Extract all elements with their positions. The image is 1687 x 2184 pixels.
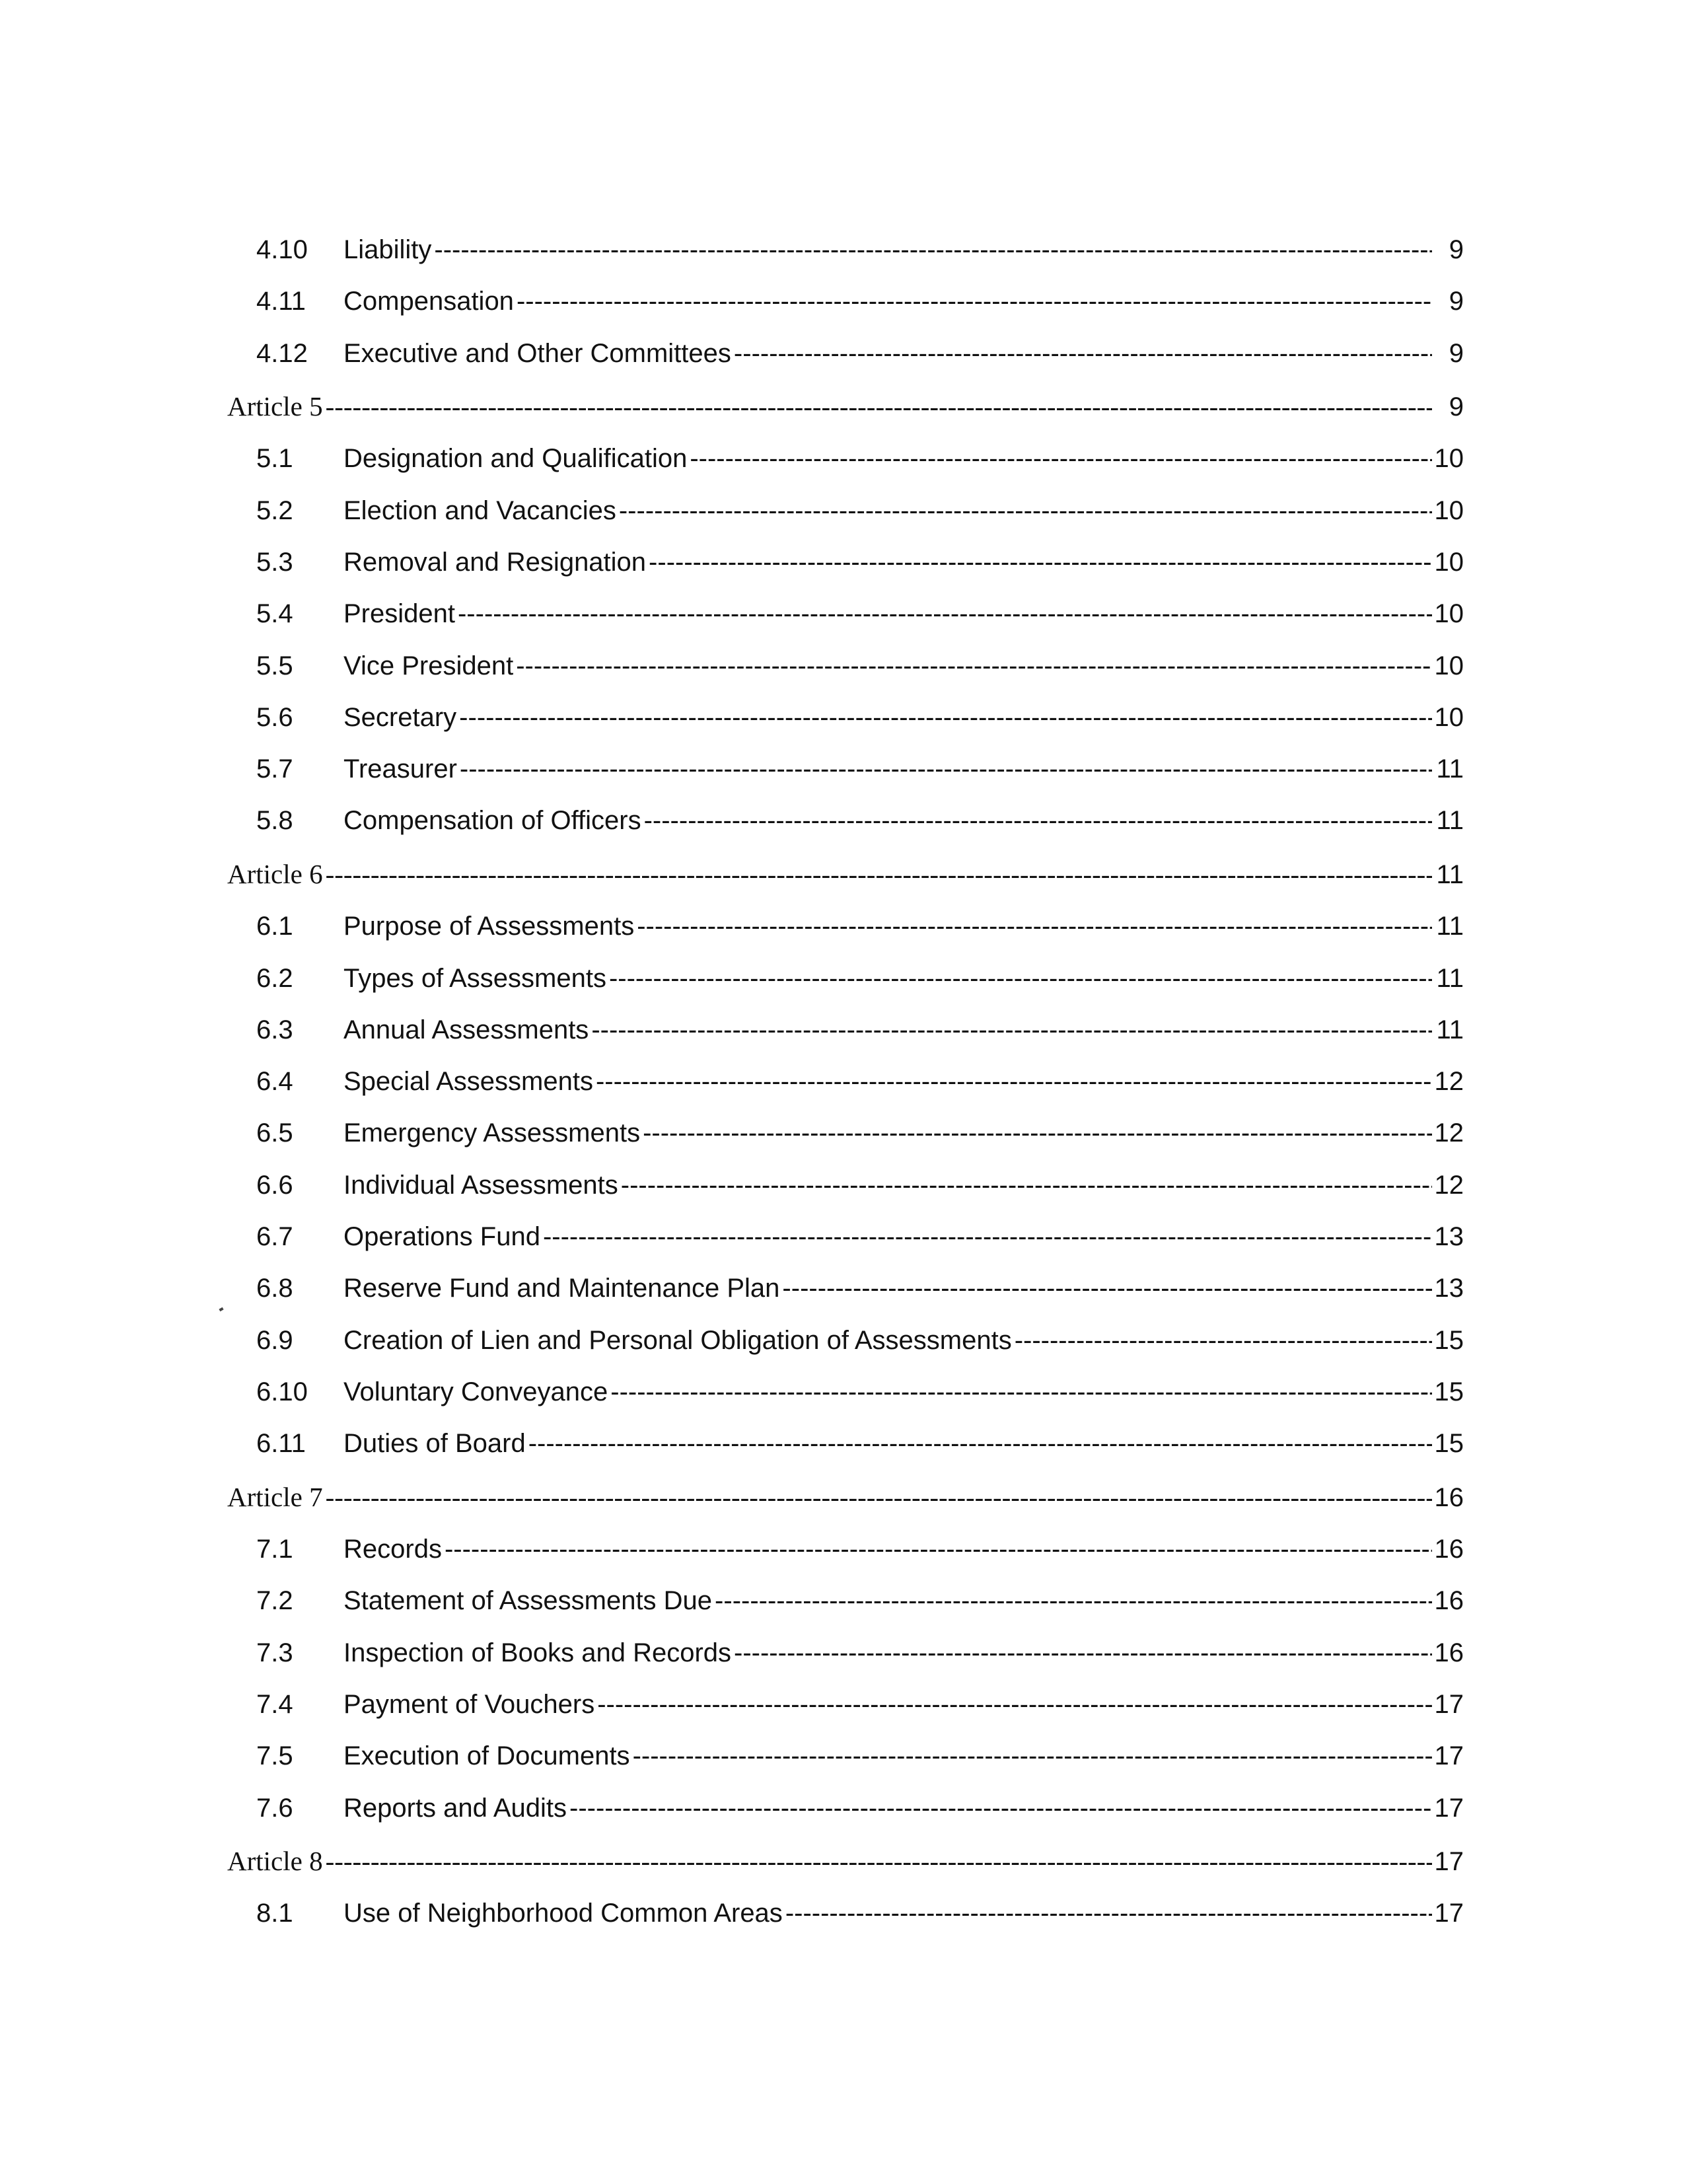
toc-dot-leader <box>734 1638 1431 1668</box>
toc-section-title: Designation and Qualification <box>343 444 688 474</box>
toc-section-title: Types of Assessments <box>343 963 606 993</box>
toc-section-title: Removal and Resignation <box>343 547 647 577</box>
toc-article-title: Article 5 <box>227 390 323 421</box>
toc-page-number: 17 <box>1434 1689 1464 1719</box>
toc-section-row <box>227 1794 1464 1845</box>
toc-section-number: 6.2 <box>256 963 293 993</box>
toc-dot-leader <box>643 1118 1431 1148</box>
toc-section-row <box>227 1690 1464 1741</box>
toc-article-row <box>227 1481 1464 1535</box>
toc-section-title: Individual Assessments <box>343 1170 618 1200</box>
toc-page-number: 10 <box>1434 444 1464 474</box>
toc-section-row <box>227 964 1464 1015</box>
toc-page-number: 11 <box>1436 754 1464 784</box>
toc-section-title: Reports and Audits <box>343 1793 567 1823</box>
toc-section-number: 6.10 <box>256 1377 308 1406</box>
toc-section-title: Payment of Vouchers <box>343 1689 595 1719</box>
toc-page-number: 15 <box>1434 1377 1464 1406</box>
toc-section-number: 6.11 <box>256 1429 306 1459</box>
toc-page-number: 10 <box>1434 702 1464 732</box>
toc-section-number: 5.4 <box>256 599 293 629</box>
toc-section-number: 7.4 <box>256 1689 293 1719</box>
toc-dot-leader <box>633 1741 1432 1771</box>
toc-page-number: 15 <box>1434 1325 1464 1355</box>
toc-section-row <box>227 1741 1464 1793</box>
toc-dot-leader <box>785 1899 1432 1928</box>
toc-section-title: Election and Vacancies <box>343 495 616 525</box>
toc-section-title: Vice President <box>343 651 514 680</box>
toc-article-title: Article 8 <box>227 1845 323 1876</box>
toc-section-row <box>227 651 1464 703</box>
toc-page-number: 9 <box>1449 338 1464 368</box>
toc-page-number: 9 <box>1449 235 1464 264</box>
toc-section-row <box>227 287 1464 338</box>
toc-dot-leader <box>326 1845 1432 1877</box>
toc-section-row <box>227 599 1464 651</box>
toc-section-title: Executive and Other Committees <box>343 338 731 368</box>
toc-page-number: 16 <box>1434 1482 1464 1512</box>
toc-dot-leader <box>637 912 1432 941</box>
toc-section-number: 4.11 <box>256 287 306 316</box>
toc-section-number: 6.3 <box>256 1015 293 1044</box>
toc-section-number: 5.5 <box>256 651 293 680</box>
toc-section-row <box>227 339 1464 390</box>
toc-section-title: Compensation of Officers <box>343 806 641 836</box>
toc-section-row <box>227 1638 1464 1690</box>
toc-section-number: 7.3 <box>256 1638 293 1667</box>
toc-section-row <box>227 1429 1464 1480</box>
toc-article-title: Article 7 <box>227 1481 323 1512</box>
toc-section-row <box>227 1274 1464 1325</box>
toc-section-number: 4.12 <box>256 338 308 368</box>
toc-dot-leader <box>649 548 1431 577</box>
toc-dot-leader <box>528 1429 1432 1459</box>
toc-page-number: 13 <box>1434 1274 1464 1303</box>
toc-section-number: 6.7 <box>256 1222 293 1252</box>
toc-section-row <box>227 806 1464 857</box>
toc-dot-leader <box>690 444 1431 474</box>
toc-section-row <box>227 1899 1464 1950</box>
toc-dot-leader <box>1015 1326 1432 1356</box>
toc-dot-leader <box>715 1586 1431 1616</box>
toc-section-title: Statement of Assessments Due <box>343 1586 713 1616</box>
toc-section-row <box>227 1067 1464 1118</box>
toc-section-title: Annual Assessments <box>343 1015 589 1044</box>
toc-dot-leader <box>591 1015 1432 1045</box>
toc-section-number: 6.8 <box>256 1274 293 1303</box>
toc-page-number: 10 <box>1434 547 1464 577</box>
toc-page-number: 12 <box>1434 1118 1464 1148</box>
toc-page-number: 12 <box>1434 1170 1464 1200</box>
toc-dot-leader <box>644 806 1432 836</box>
toc-section-row <box>227 548 1464 599</box>
toc-section-row <box>227 496 1464 548</box>
toc-page-number: 17 <box>1434 1741 1464 1771</box>
toc-section-row <box>227 703 1464 754</box>
toc-section-row <box>227 1222 1464 1274</box>
toc-section-row <box>227 1586 1464 1638</box>
toc-page-number: 10 <box>1434 651 1464 680</box>
toc-dot-leader <box>445 1535 1432 1564</box>
toc-section-row <box>227 1535 1464 1586</box>
toc-section-row <box>227 444 1464 495</box>
toc-page-number: 16 <box>1434 1586 1464 1616</box>
toc-section-number: 5.8 <box>256 806 293 836</box>
toc-section-number: 5.6 <box>256 702 293 732</box>
toc-section-row <box>227 1015 1464 1067</box>
toc-article-row <box>227 1845 1464 1899</box>
toc-section-number: 7.2 <box>256 1586 293 1616</box>
toc-page-number: 16 <box>1434 1535 1464 1564</box>
toc-section-number: 7.1 <box>256 1535 293 1564</box>
toc-dot-leader <box>610 1377 1431 1407</box>
toc-section-number: 6.5 <box>256 1118 293 1148</box>
toc-section-row <box>227 912 1464 963</box>
toc-dot-leader <box>326 858 1432 890</box>
toc-section-title: Secretary <box>343 702 457 732</box>
toc-page-number: 11 <box>1436 1015 1464 1044</box>
toc-dot-leader <box>516 651 1431 681</box>
toc-section-row <box>227 1118 1464 1170</box>
toc-dot-leader <box>434 235 1432 265</box>
toc-dot-leader <box>326 390 1432 422</box>
toc-section-number: 7.6 <box>256 1793 293 1823</box>
toc-section-title: Reserve Fund and Maintenance Plan <box>343 1274 780 1303</box>
toc-dot-leader <box>543 1222 1432 1252</box>
toc-page-number: 15 <box>1434 1429 1464 1459</box>
toc-dot-leader <box>782 1274 1431 1303</box>
toc-section-number: 8.1 <box>256 1899 293 1928</box>
toc-section-row <box>227 754 1464 806</box>
toc-section-title: Execution of Documents <box>343 1741 630 1771</box>
toc-section-row <box>227 1171 1464 1222</box>
toc-article-title: Article 6 <box>227 858 323 889</box>
toc-section-row <box>227 1326 1464 1377</box>
toc-page-number: 11 <box>1436 859 1464 889</box>
toc-dot-leader <box>734 339 1432 369</box>
toc-page-number: 11 <box>1436 963 1464 993</box>
toc-page-number: 12 <box>1434 1067 1464 1097</box>
toc-section-number: 7.5 <box>256 1741 293 1771</box>
toc-dot-leader <box>517 287 1432 316</box>
toc-dot-leader <box>621 1171 1432 1200</box>
toc-section-number: 6.4 <box>256 1067 293 1097</box>
toc-section-title: Creation of Lien and Personal Obligation of Assessments <box>343 1325 1012 1355</box>
toc-section-number: 6.6 <box>256 1170 293 1200</box>
toc-section-title: Purpose of Assessments <box>343 912 635 941</box>
stray-ink-mark <box>219 1307 223 1311</box>
toc-section-title: Special Assessments <box>343 1067 593 1097</box>
toc-section-number: 5.7 <box>256 754 293 784</box>
toc-section-number: 5.2 <box>256 495 293 525</box>
table-of-contents <box>227 235 1464 1951</box>
toc-page-number: 13 <box>1434 1222 1464 1252</box>
toc-page-number: 11 <box>1436 912 1464 941</box>
toc-section-number: 4.10 <box>256 235 308 264</box>
toc-dot-leader <box>619 496 1432 526</box>
toc-section-title: Liability <box>343 235 432 264</box>
toc-page-number: 17 <box>1434 1846 1464 1876</box>
toc-section-title: Treasurer <box>343 754 457 784</box>
toc-section-title: Duties of Board <box>343 1429 526 1459</box>
toc-dot-leader <box>596 1067 1432 1097</box>
toc-dot-leader <box>326 1481 1432 1513</box>
toc-section-row <box>227 1377 1464 1429</box>
toc-page-number: 16 <box>1434 1638 1464 1667</box>
toc-dot-leader <box>458 599 1432 629</box>
toc-page-number: 9 <box>1449 287 1464 316</box>
toc-article-row <box>227 858 1464 912</box>
toc-page-number: 10 <box>1434 495 1464 525</box>
toc-dot-leader <box>597 1690 1431 1720</box>
toc-section-title: Voluntary Conveyance <box>343 1377 608 1406</box>
toc-page-number: 11 <box>1436 806 1464 836</box>
toc-section-title: Operations Fund <box>343 1222 540 1252</box>
toc-dot-leader <box>609 964 1432 994</box>
toc-section-title: Compensation <box>343 287 514 316</box>
toc-section-title: Emergency Assessments <box>343 1118 641 1148</box>
toc-page-number: 10 <box>1434 599 1464 629</box>
toc-section-title: Use of Neighborhood Common Areas <box>343 1899 783 1928</box>
toc-section-title: Inspection of Books and Records <box>343 1638 732 1667</box>
toc-page-number: 9 <box>1449 392 1464 421</box>
toc-section-row <box>227 235 1464 287</box>
toc-section-number: 6.1 <box>256 912 293 941</box>
toc-section-number: 6.9 <box>256 1325 293 1355</box>
toc-section-number: 5.1 <box>256 444 293 474</box>
toc-dot-leader <box>459 703 1431 733</box>
toc-page-number: 17 <box>1434 1899 1464 1928</box>
toc-section-number: 5.3 <box>256 547 293 577</box>
toc-article-row <box>227 390 1464 445</box>
toc-section-title: Records <box>343 1535 442 1564</box>
toc-section-title: President <box>343 599 455 629</box>
toc-dot-leader <box>460 754 1432 784</box>
toc-dot-leader <box>569 1794 1432 1823</box>
toc-page-number: 17 <box>1434 1793 1464 1823</box>
